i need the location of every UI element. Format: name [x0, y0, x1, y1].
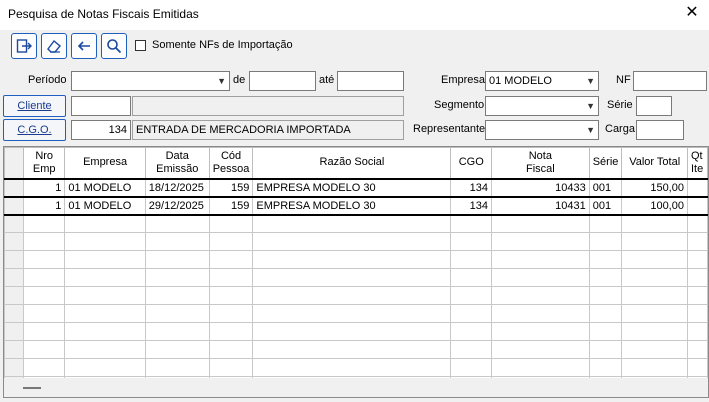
- clear-button[interactable]: [41, 33, 67, 59]
- cgo-description-field: ENTRADA DE MERCADORIA IMPORTADA: [132, 120, 404, 140]
- nf-label: NF: [616, 74, 631, 86]
- empty-row: [5, 215, 708, 233]
- scrollbar-thumb[interactable]: [23, 387, 41, 389]
- ate-label: até: [319, 74, 335, 86]
- empty-cell: [451, 323, 492, 341]
- table-cell[interactable]: 100,00: [622, 197, 688, 215]
- serie-input[interactable]: [636, 96, 672, 116]
- empty-row: [5, 323, 708, 341]
- empty-cell: [589, 359, 622, 377]
- empty-cell: [687, 287, 707, 305]
- empty-cell: [5, 251, 24, 269]
- empty-cell: [451, 287, 492, 305]
- col-header-cgo[interactable]: CGO: [451, 148, 492, 179]
- arrow-left-icon: [76, 38, 92, 54]
- empty-cell: [24, 359, 65, 377]
- empty-cell: [451, 305, 492, 323]
- empty-cell: [145, 341, 209, 359]
- empty-cell: [589, 251, 622, 269]
- empty-cell: [65, 233, 145, 251]
- table-cell[interactable]: 159: [209, 197, 253, 215]
- col-header-empresa[interactable]: Empresa: [65, 148, 145, 179]
- chevron-down-icon: ▼: [217, 76, 226, 86]
- empty-row: [5, 287, 708, 305]
- col-header-valor-total[interactable]: Valor Total: [622, 148, 688, 179]
- empty-cell: [209, 251, 253, 269]
- empty-row: [5, 233, 708, 251]
- empty-cell: [65, 287, 145, 305]
- empty-cell: [589, 287, 622, 305]
- title-bar: [0, 0, 709, 30]
- table-cell[interactable]: 001: [589, 179, 622, 197]
- empty-cell: [65, 323, 145, 341]
- table-cell[interactable]: 18/12/2025: [145, 179, 209, 197]
- empty-cell: [687, 233, 707, 251]
- empty-cell: [589, 305, 622, 323]
- empty-cell: [145, 359, 209, 377]
- table-cell[interactable]: 29/12/2025: [145, 197, 209, 215]
- empty-cell: [589, 233, 622, 251]
- empty-cell: [492, 233, 590, 251]
- date-from-input[interactable]: [249, 71, 316, 91]
- eraser-icon: [46, 38, 62, 54]
- empty-cell: [209, 233, 253, 251]
- empty-cell: [5, 359, 24, 377]
- empty-cell: [209, 287, 253, 305]
- import-only-label: Somente NFs de Importação: [152, 39, 293, 51]
- empty-cell: [65, 305, 145, 323]
- table-cell[interactable]: 159: [209, 179, 253, 197]
- col-header-razao-social[interactable]: Razão Social: [253, 148, 451, 179]
- empty-cell: [687, 323, 707, 341]
- results-grid[interactable]: [3, 146, 709, 398]
- nf-input[interactable]: [633, 71, 707, 91]
- cgo-button[interactable]: C.G.O.: [3, 119, 66, 141]
- empty-row: [5, 269, 708, 287]
- table-cell[interactable]: [687, 197, 707, 215]
- empty-cell: [622, 287, 688, 305]
- cgo-code-input[interactable]: 134: [71, 120, 131, 140]
- empty-cell: [209, 359, 253, 377]
- empty-cell: [145, 287, 209, 305]
- empty-cell: [687, 269, 707, 287]
- empty-row: [5, 359, 708, 377]
- empty-cell: [492, 287, 590, 305]
- empty-cell: [5, 233, 24, 251]
- empty-cell: [65, 359, 145, 377]
- empty-cell: [5, 215, 24, 233]
- empty-row: [5, 251, 708, 269]
- empty-cell: [5, 287, 24, 305]
- table-cell[interactable]: 10431: [492, 197, 590, 215]
- search-button[interactable]: [101, 33, 127, 59]
- empty-cell: [209, 269, 253, 287]
- carga-label: Carga: [605, 123, 635, 135]
- empty-row: [5, 341, 708, 359]
- empty-cell: [687, 341, 707, 359]
- empty-cell: [253, 233, 451, 251]
- table-cell[interactable]: EMPRESA MODELO 30: [253, 197, 451, 215]
- empty-cell: [65, 341, 145, 359]
- table-row[interactable]: [5, 179, 708, 197]
- empty-cell: [622, 323, 688, 341]
- empty-cell: [24, 251, 65, 269]
- empty-cell: [451, 233, 492, 251]
- back-button[interactable]: [71, 33, 97, 59]
- empty-cell: [5, 305, 24, 323]
- empty-cell: [492, 269, 590, 287]
- empty-cell: [145, 215, 209, 233]
- empty-cell: [687, 305, 707, 323]
- empty-cell: [209, 215, 253, 233]
- empty-cell: [589, 215, 622, 233]
- col-header-serie[interactable]: Série: [589, 148, 622, 179]
- window-title: Pesquisa de Notas Fiscais Emitidas: [8, 7, 199, 21]
- empty-cell: [145, 323, 209, 341]
- empty-cell: [145, 269, 209, 287]
- table-cell[interactable]: [687, 179, 707, 197]
- empty-row: [5, 305, 708, 323]
- empty-cell: [5, 269, 24, 287]
- table-cell[interactable]: 134: [451, 179, 492, 197]
- empty-cell: [24, 341, 65, 359]
- chevron-down-icon: ▼: [586, 76, 595, 86]
- empty-cell: [622, 341, 688, 359]
- empty-cell: [253, 269, 451, 287]
- header-row: [5, 148, 708, 179]
- empty-cell: [65, 215, 145, 233]
- empty-cell: [589, 269, 622, 287]
- empty-cell: [451, 215, 492, 233]
- empty-cell: [451, 269, 492, 287]
- empty-cell: [145, 251, 209, 269]
- segmento-select[interactable]: [485, 96, 599, 116]
- row-indicator[interactable]: [5, 179, 24, 197]
- empty-cell: [145, 305, 209, 323]
- empty-cell: [492, 215, 590, 233]
- table-cell[interactable]: 150,00: [622, 179, 688, 197]
- empty-cell: [622, 269, 688, 287]
- empty-cell: [24, 233, 65, 251]
- empty-cell: [24, 215, 65, 233]
- de-label: de: [233, 74, 246, 86]
- empty-cell: [622, 215, 688, 233]
- empresa-label: Empresa: [441, 74, 486, 86]
- empty-cell: [492, 341, 590, 359]
- empty-cell: [451, 341, 492, 359]
- table-cell[interactable]: 10433: [492, 179, 590, 197]
- empty-cell: [492, 305, 590, 323]
- empty-cell: [492, 323, 590, 341]
- import-only-checkbox[interactable]: [135, 40, 146, 51]
- exit-button[interactable]: [11, 33, 37, 59]
- empty-cell: [622, 233, 688, 251]
- empty-cell: [209, 341, 253, 359]
- segmento-label: Segmento: [434, 99, 485, 111]
- cliente-name-field: [132, 96, 404, 116]
- cliente-code-input[interactable]: [71, 96, 131, 116]
- empty-cell: [451, 251, 492, 269]
- table-cell[interactable]: 001: [589, 197, 622, 215]
- col-header-data-emissao[interactable]: Data Emissão: [145, 148, 209, 179]
- representante-select[interactable]: [485, 120, 599, 140]
- empty-cell: [24, 305, 65, 323]
- empty-cell: [24, 323, 65, 341]
- exit-icon: [16, 38, 32, 54]
- table-row[interactable]: [5, 197, 708, 215]
- col-header-qt-itens[interactable]: Qt Ite: [687, 148, 707, 179]
- empresa-value: 01 MODELO: [489, 75, 552, 87]
- empty-cell: [5, 323, 24, 341]
- cliente-button[interactable]: Cliente: [3, 95, 66, 117]
- empty-cell: [145, 233, 209, 251]
- empty-cell: [253, 359, 451, 377]
- empresa-select[interactable]: [485, 71, 599, 91]
- empty-cell: [622, 251, 688, 269]
- table-cell[interactable]: 01 MODELO: [65, 197, 145, 215]
- empty-cell: [687, 215, 707, 233]
- chevron-down-icon: ▼: [586, 125, 595, 135]
- empty-cell: [622, 305, 688, 323]
- empty-cell: [253, 215, 451, 233]
- empty-cell: [65, 251, 145, 269]
- empty-cell: [209, 323, 253, 341]
- empty-cell: [253, 251, 451, 269]
- table-cell[interactable]: 134: [451, 197, 492, 215]
- date-to-input[interactable]: [337, 71, 404, 91]
- empty-cell: [5, 341, 24, 359]
- periodo-select[interactable]: [71, 71, 230, 91]
- empty-cell: [589, 341, 622, 359]
- table-cell[interactable]: 01 MODELO: [65, 179, 145, 197]
- empty-cell: [253, 305, 451, 323]
- col-header-nro-emp[interactable]: Nro Emp: [24, 148, 65, 179]
- row-indicator-header: [5, 148, 24, 179]
- representante-label: Representante: [413, 123, 486, 135]
- empty-cell: [65, 269, 145, 287]
- serie-label: Série: [607, 99, 633, 111]
- empty-cell: [451, 359, 492, 377]
- empty-cell: [24, 269, 65, 287]
- empty-cell: [622, 359, 688, 377]
- col-header-cod-pessoa[interactable]: Cód Pessoa: [209, 148, 253, 179]
- table-cell[interactable]: 1: [24, 179, 65, 197]
- periodo-label: Período: [28, 74, 67, 86]
- empty-cell: [589, 323, 622, 341]
- empty-cell: [492, 251, 590, 269]
- empty-cell: [687, 251, 707, 269]
- empty-cell: [687, 359, 707, 377]
- row-indicator[interactable]: [5, 197, 24, 215]
- results-table: [4, 147, 708, 395]
- horizontal-scrollbar[interactable]: [4, 378, 708, 397]
- empty-cell: [209, 305, 253, 323]
- empty-cell: [24, 287, 65, 305]
- carga-input[interactable]: [636, 120, 684, 140]
- col-header-nota-fiscal[interactable]: Nota Fiscal: [492, 148, 590, 179]
- empty-cell: [492, 359, 590, 377]
- empty-cell: [253, 287, 451, 305]
- search-icon: [106, 38, 122, 54]
- table-cell[interactable]: 1: [24, 197, 65, 215]
- close-icon[interactable]: ✕: [685, 4, 699, 21]
- chevron-down-icon: ▼: [586, 101, 595, 111]
- table-cell[interactable]: EMPRESA MODELO 30: [253, 179, 451, 197]
- empty-cell: [253, 323, 451, 341]
- empty-cell: [253, 341, 451, 359]
